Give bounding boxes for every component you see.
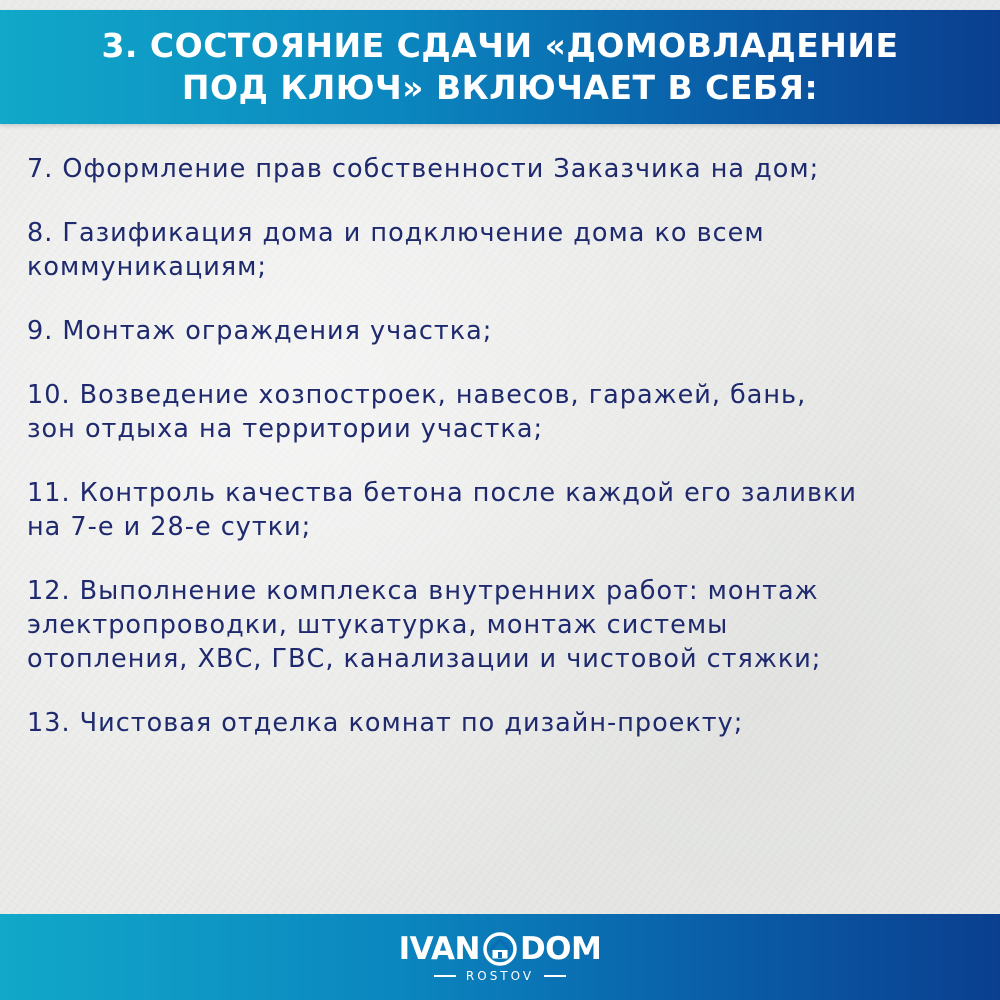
list-item-line: 12. Выполнение комплекса внутренних работ: монтаж (27, 576, 819, 606)
house-icon (482, 932, 518, 966)
list-item-line: зон отдыха на территории участка; (27, 414, 544, 444)
list-item-line: на 7-е и 28-е сутки; (27, 512, 312, 542)
list-item (27, 574, 977, 676)
list-item (27, 476, 977, 544)
logo-subline (424, 969, 576, 983)
list-item-line: электропроводки, штукатурка, монтаж системы (27, 610, 729, 640)
footer-banner (0, 914, 1000, 1000)
header-title-line-1: 3. СОСТОЯНИЕ СДАЧИ «ДОМОВЛАДЕНИЕ (101, 26, 899, 65)
list-item-line: отопления, ХВС, ГВС, канализации и чистовой стяжки; (27, 644, 822, 674)
logo-dash-left (434, 975, 456, 977)
list-item-line: 13. Чистовая отделка комнат по дизайн-проекту; (27, 708, 744, 738)
list-item (27, 706, 977, 740)
list-item (27, 216, 977, 284)
list-item (27, 152, 977, 186)
list-item (27, 314, 977, 348)
logo-text-left: IVAN (398, 931, 480, 967)
list-item (27, 378, 977, 446)
header-banner (0, 10, 1000, 124)
list-item-line: 8. Газификация дома и подключение дома ко всем (27, 218, 765, 248)
logo-dash-right (544, 975, 566, 977)
logo-subtext: ROSTOV (465, 969, 535, 983)
logo-text-right: DOM (519, 931, 602, 967)
brand-logo (0, 914, 1000, 1000)
header-title-line-2: ПОД КЛЮЧ» ВКЛЮЧАЕТ В СЕБЯ: (181, 68, 819, 107)
item-list (27, 152, 977, 770)
list-item-line: 7. Оформление прав собственности Заказчика на дом; (27, 154, 820, 184)
list-item-line: 10. Возведение хозпостроек, навесов, гаражей, бань, (27, 380, 807, 410)
list-item-line: 9. Монтаж ограждения участка; (27, 316, 493, 346)
logo-wordmark (399, 931, 602, 967)
list-item-line: 11. Контроль качества бетона после каждой его заливки (27, 478, 857, 508)
list-item-line: коммуникациям; (27, 252, 267, 282)
